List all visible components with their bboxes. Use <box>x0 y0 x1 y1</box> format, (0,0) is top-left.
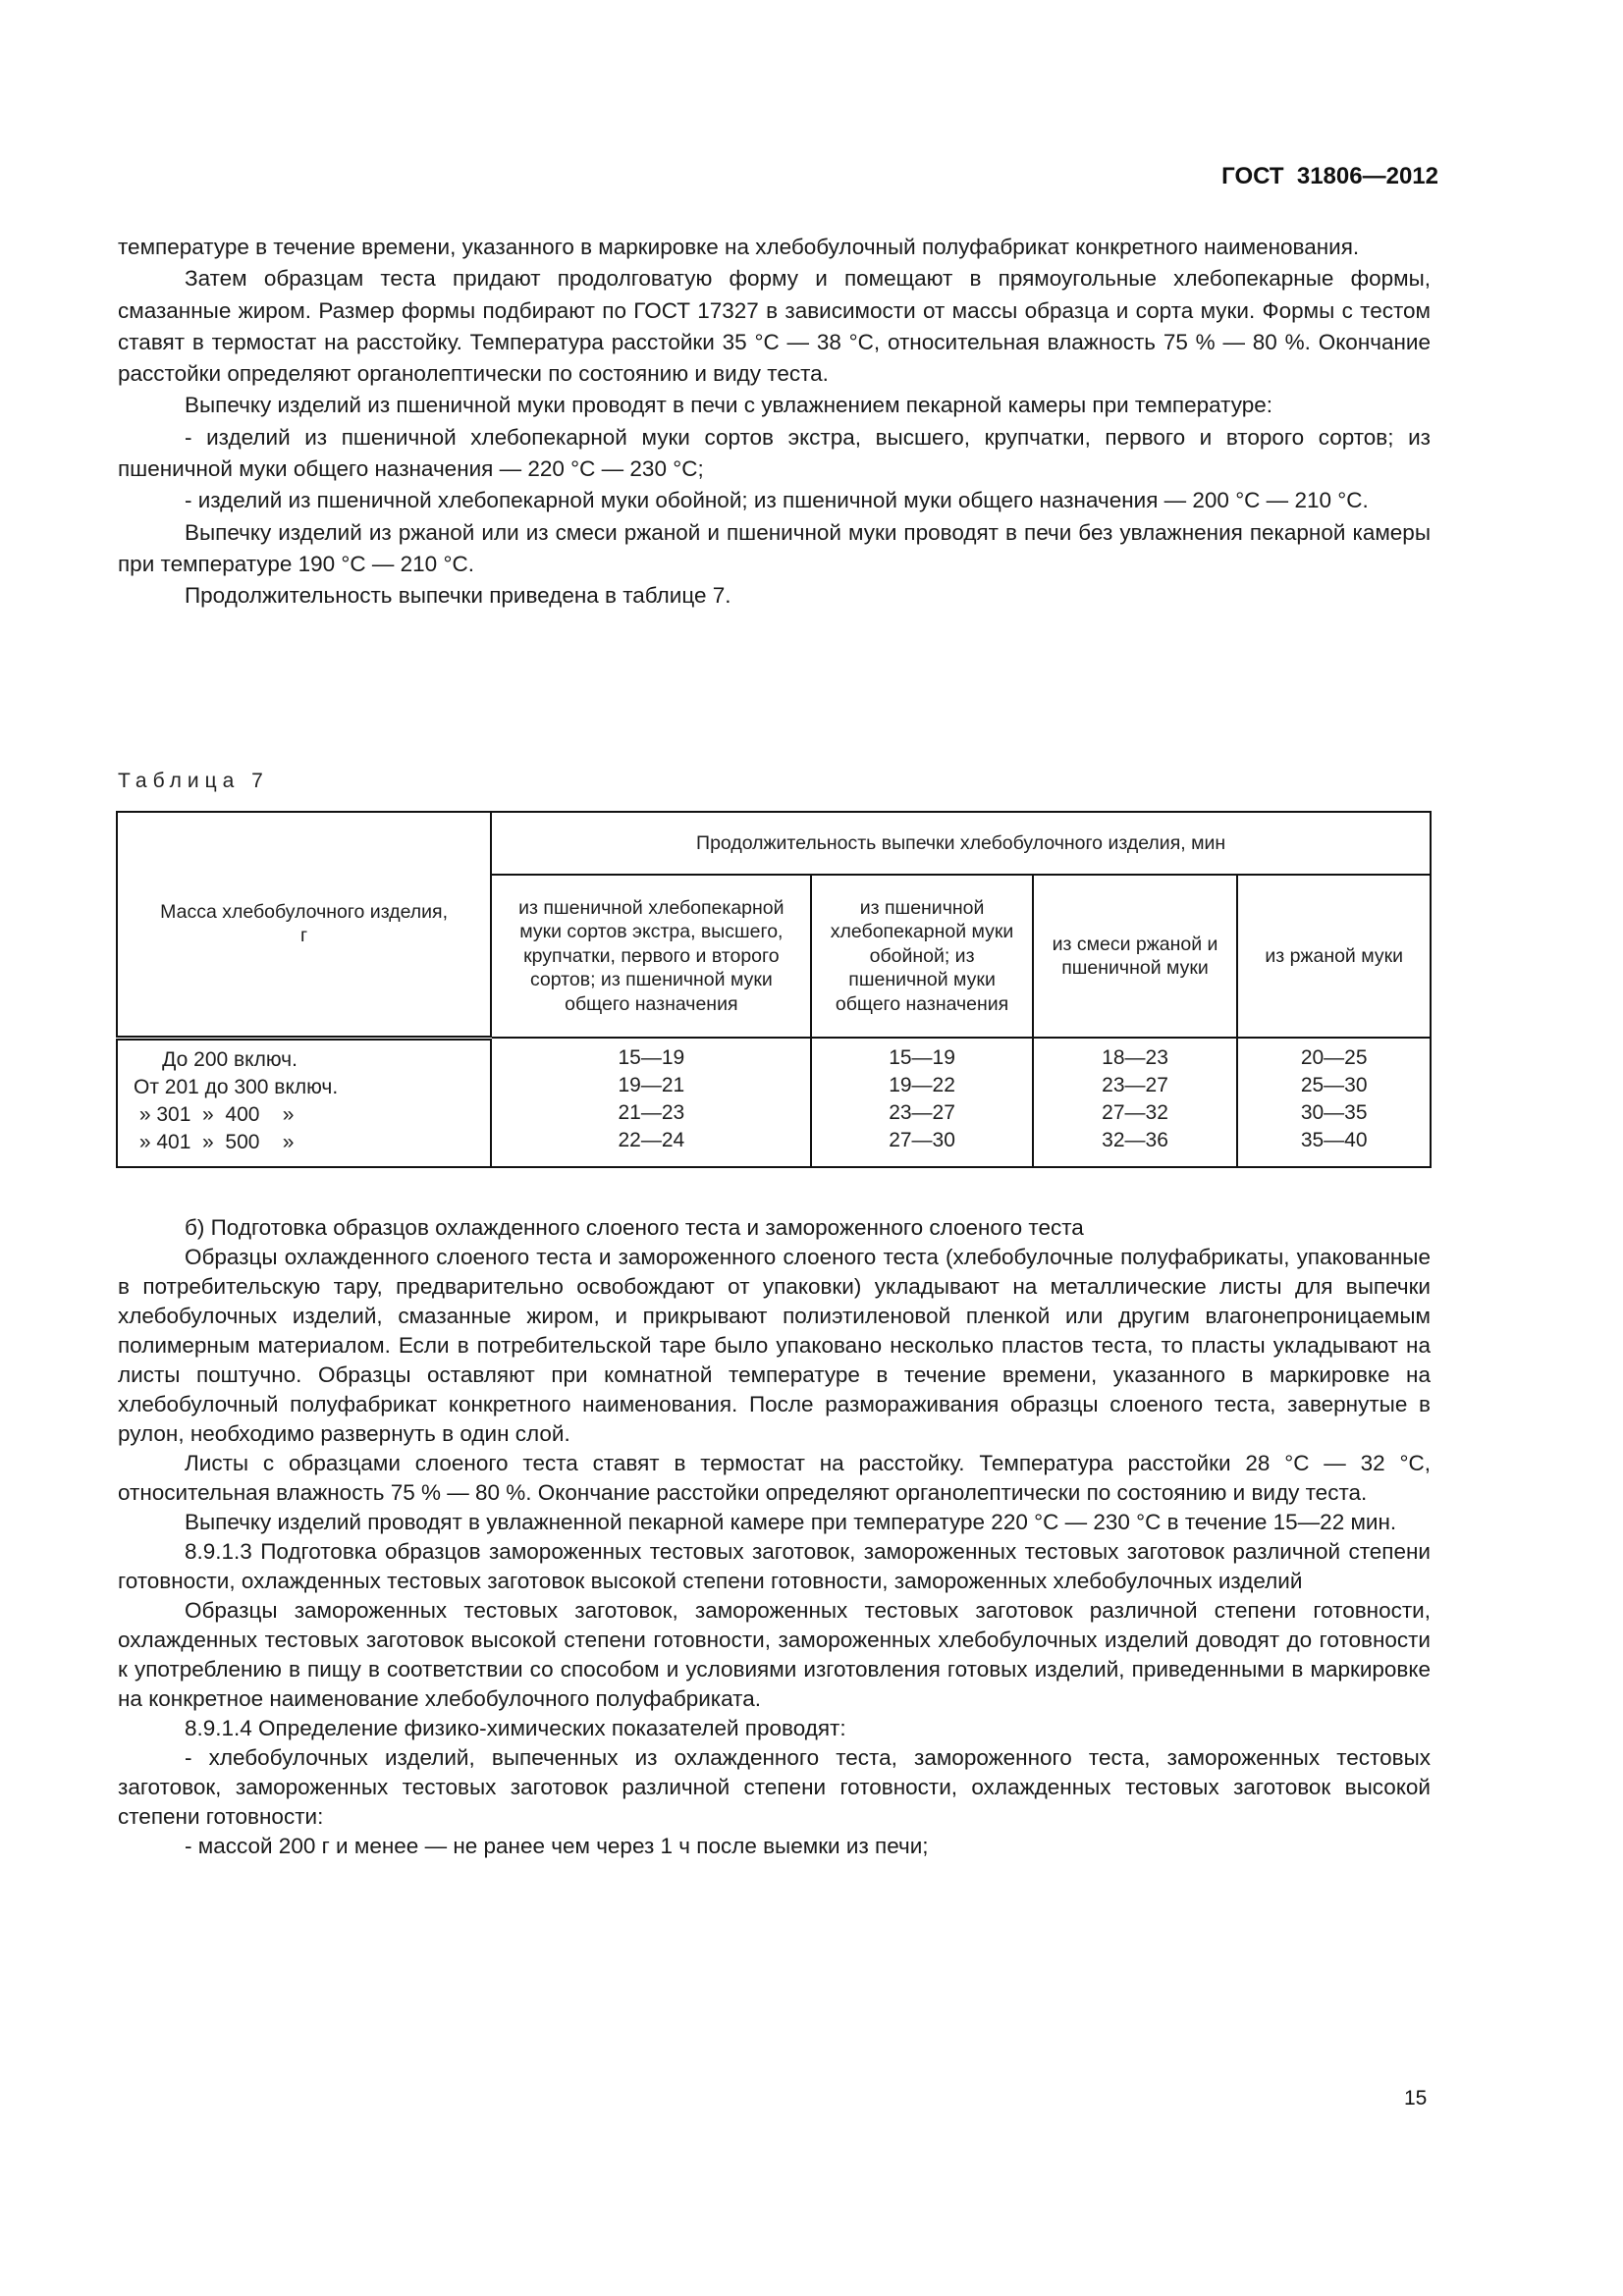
value: 27—32 <box>1102 1101 1168 1124</box>
value: 15—19 <box>618 1046 685 1069</box>
column-header-mass: Масса хлебобулочного изделия, г <box>117 812 491 1038</box>
list-item: - массой 200 г и менее — не ранее чем через 1 ч после выемки из печи; <box>185 1834 929 1858</box>
duration-cell-rye <box>1237 1038 1431 1167</box>
value: 19—21 <box>618 1074 685 1096</box>
list-item: - хлебобулочных изделий, выпеченных из охлажденного теста, замороженного теста, замороженных тестовых заготовок, замороженных тестовых заготовок различной степени готовности, охлажденных тестовых заготовок высокой степени готовности: <box>118 1745 1431 1829</box>
paragraph: Образцы охлажденного слоеного теста и замороженного слоеного теста (хлебобулочные полуфабрикаты, упакованные в потребительскую тару, предварительно освобождают от упаковки) укладывают на металлические листы для выпечки хлебобулочных изделий, смазанные жиром, и прикрывают полиэтиленовой пленкой или другим влагонепроницаемым полимерным материалом. Если в потребительской таре было упаковано несколько пластов теста, то пласты укладывают на листы поштучно. Образцы оставляют при комнатной температуре в течение времени, указанного в маркировке на хлебобулочный полуфабрикат конкретного наименования. После размораживания образцы слоеного теста, завернутые в рулон, необходимо развернуть в один слой. <box>118 1245 1431 1446</box>
paragraph: Выпечку изделий проводят в увлажненной пекарной камере при температуре 220 °С — 230 °С в течение 15—22 мин. <box>185 1510 1397 1534</box>
value: 32—36 <box>1102 1129 1168 1151</box>
section-heading-8-9-1-3: 8.9.1.3 Подготовка образцов замороженных тестовых заготовок, замороженных тестовых заготовок различной степени готовности, охлажденных тестовых заготовок высокой степени готовности, замороженных хлебобулочных изделий <box>118 1539 1431 1593</box>
table-row-label: До 200 включ. <box>134 1047 298 1071</box>
column-header-rye-wheat-mix: из смеси ржаной и пшеничной муки <box>1033 875 1238 1038</box>
value: 15—19 <box>889 1046 955 1069</box>
value: 20—25 <box>1300 1046 1368 1069</box>
value: 27—30 <box>889 1129 955 1151</box>
duration-cell-rye-wheat-mix <box>1033 1038 1238 1167</box>
duration-cell-wheat-wholemeal <box>811 1038 1032 1167</box>
value: 30—35 <box>1300 1101 1368 1124</box>
value: 23—27 <box>889 1101 955 1124</box>
subsection-heading: б) Подготовка образцов охлажденного слоеного теста и замороженного слоеного теста <box>185 1215 1084 1240</box>
paragraph: Листы с образцами слоеного теста ставят в термостат на расстойку. Температура расстойки 28 °С — 32 °С, относительная влажность 75 % — 80 %. Окончание расстойки определяют органолептически по состоянию и виду теста. <box>118 1451 1431 1505</box>
document-id-header: ГОСТ 31806—2012 <box>1221 163 1438 189</box>
table-row-label: » 301 » 400 » <box>134 1102 295 1126</box>
section-heading-8-9-1-4: 8.9.1.4 Определение физико-химических показателей проводят: <box>185 1716 846 1740</box>
paragraph: Затем образцам теста придают продолговатую форму и помещают в прямоугольные хлебопекарные формы, смазанные жиром. Размер формы подбирают по ГОСТ 17327 в зависимости от массы образца и сорта муки. Формы с тестом ставят в термостат на расстойку. Температура расстойки 35 °С — 38 °С, относительная влажность 75 % — 80 %. Окончание расстойки определяют органолептически по состоянию и виду теста. <box>118 266 1431 387</box>
list-item: - изделий из пшеничной хлебопекарной муки обойной; из пшеничной муки общего назначения — 200 °С — 210 °С. <box>185 488 1369 513</box>
text-section-bottom <box>118 1213 1431 1861</box>
list-item: - изделий из пшеничной хлебопекарной муки сортов экстра, высшего, крупчатки, первого и второго сортов; из пшеничной муки общего назначения — 220 °С — 230 °С; <box>118 424 1431 482</box>
column-group-header: Продолжительность выпечки хлебобулочного изделия, мин <box>491 812 1431 875</box>
page-number: 15 <box>1404 2087 1428 2109</box>
value: 19—22 <box>889 1074 955 1096</box>
value: 35—40 <box>1300 1129 1368 1151</box>
mass-cell <box>117 1038 491 1167</box>
baking-duration-table <box>116 811 1432 1168</box>
duration-cell-wheat-premium <box>491 1038 811 1167</box>
table-row-label: От 201 до 300 включ. <box>134 1075 339 1098</box>
value: 21—23 <box>618 1101 685 1124</box>
paragraph: Образцы замороженных тестовых заготовок, замороженных тестовых заготовок различной степени готовности, охлажденных тестовых заготовок высокой степени готовности, замороженных хлебобулочных изделий доводят до готовности к употреблению в пищу в соответствии со способом и условиями изготовления готовых изделий, приведенными в маркировке на конкретное наименование хлебобулочного полуфабриката. <box>118 1598 1431 1711</box>
paragraph: Выпечку изделий из пшеничной муки проводят в печи с увлажнением пекарной камеры при температуре: <box>185 393 1272 418</box>
table-body-row <box>117 1038 1431 1167</box>
text-section-top <box>118 232 1431 613</box>
paragraph: Выпечку изделий из ржаной или из смеси ржаной и пшеничной муки проводят в печи без увлажнения пекарной камеры при температуре 190 °С — 210 °С. <box>118 519 1431 576</box>
table-row-label: » 401 » 500 » <box>134 1130 295 1153</box>
column-header-wheat-wholemeal: из пшеничной хлебопекарной муки обойной; из пшеничной муки общего назначения <box>811 875 1032 1038</box>
value: 22—24 <box>618 1129 685 1151</box>
value: 23—27 <box>1102 1074 1168 1096</box>
column-header-rye: из ржаной муки <box>1237 875 1431 1038</box>
column-header-wheat-premium: из пшеничной хлебопекарной муки сортов экстра, высшего, крупчатки, первого и второго сортов; из пшеничной муки общего назначения <box>491 875 811 1038</box>
value: 18—23 <box>1102 1046 1168 1069</box>
value: 25—30 <box>1300 1074 1368 1096</box>
table-caption: Таблица 7 <box>118 770 269 792</box>
paragraph: Продолжительность выпечки приведена в таблице 7. <box>185 583 731 609</box>
paragraph: температуре в течение времени, указанного в маркировке на хлебобулочный полуфабрикат конкретного наименования. <box>118 235 1360 259</box>
